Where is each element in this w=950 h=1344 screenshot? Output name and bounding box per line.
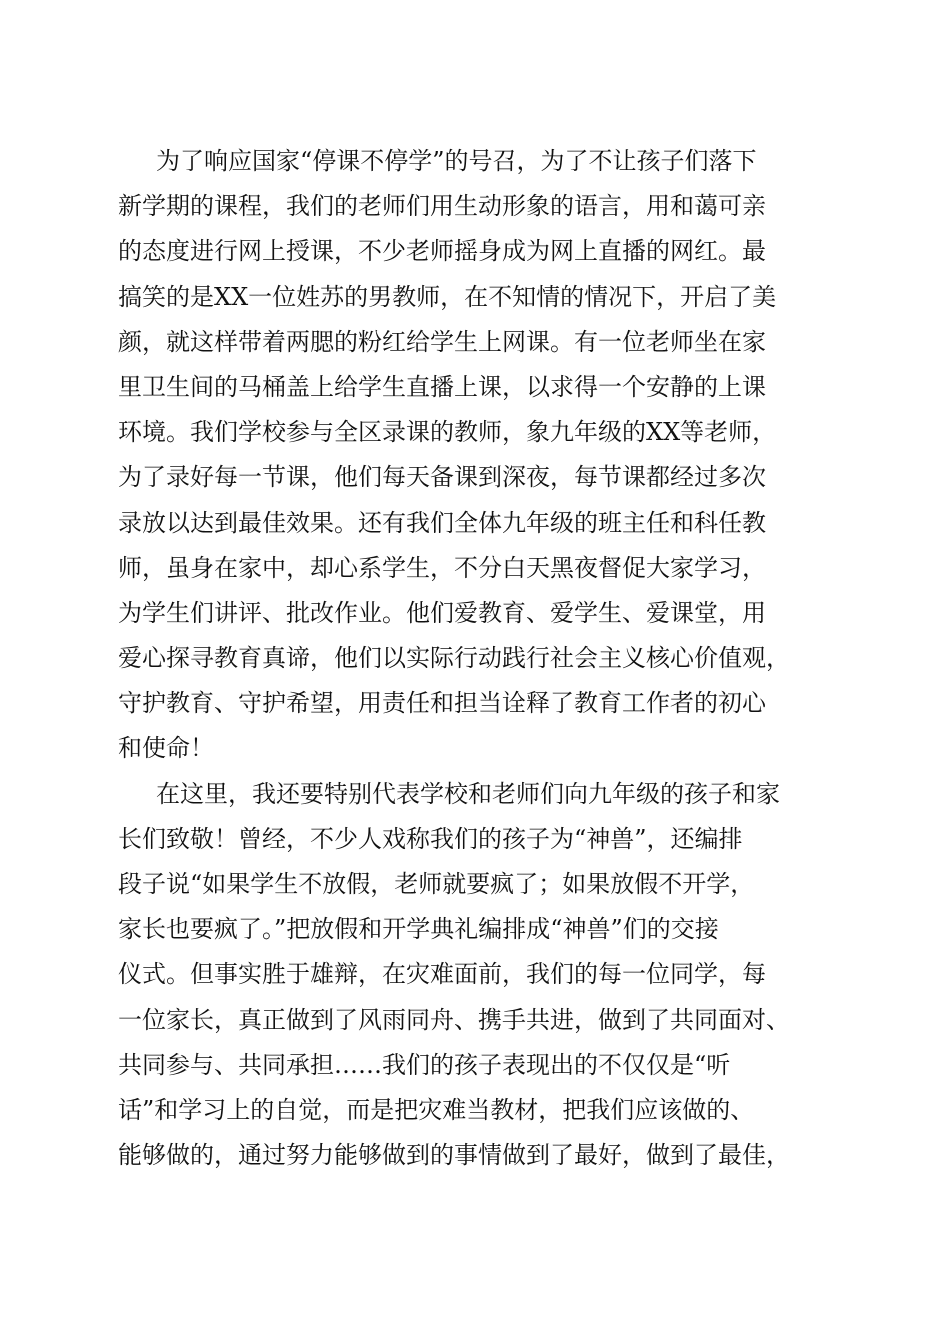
paragraph-line: 能够做的，通过努力能够做到的事情做到了最好，做到了最佳， [118,1141,790,1170]
paragraph-1 [118,139,858,772]
paragraph-line: 颜，就这样带着两腮的粉红给学生上网课。有一位老师坐在家 [118,327,766,356]
paragraph-line: 在这里，我还要特别代表学校和老师们向九年级的孩子和家 [156,779,780,808]
paragraph-line: 环境。我们学校参与全区录课的教师，象九年级的XX等老师， [118,418,777,447]
paragraph-line: 一位家长，真正做到了风雨同舟、携手共进，做到了共同面对、 [118,1005,790,1034]
paragraph-line: 为学生们讲评、批改作业。他们爱教育、爱学生、爱课堂，用 [118,598,766,627]
paragraph-line: 录放以达到最佳效果。还有我们全体九年级的班主任和科任教 [118,508,766,537]
paragraph-line: 家长也要疯了。”把放假和开学典礼编排成“神兽”们的交接 [118,915,719,944]
paragraph-line: 守护教育、守护希望，用责任和担当诠释了教育工作者的初心 [118,689,766,718]
paragraph-line: 新学期的课程，我们的老师们用生动形象的语言，用和蔼可亲 [118,192,766,221]
paragraph-line: 的态度进行网上授课，不少老师摇身成为网上直播的网红。最 [118,237,766,266]
paragraph-line: 仪式。但事实胜于雄辩，在灾难面前，我们的每一位同学，每 [118,960,766,989]
paragraph-line: 共同参与、共同承担……我们的孩子表现出的不仅仅是“听 [118,1050,731,1079]
paragraph-line: 爱心探寻教育真谛，他们以实际行动践行社会主义核心价值观， [118,644,790,673]
paragraph-line: 里卫生间的马桶盖上给学生直播上课，以求得一个安静的上课 [118,372,766,401]
paragraph-line: 段子说“如果学生不放假，老师就要疯了；如果放假不开学， [118,870,755,898]
paragraph-line: 为了录好每一节课，他们每天备课到深夜，每节课都经过多次 [118,463,766,492]
paragraph-line: 师，虽身在家中，却心系学生，不分白天黑夜督促大家学习， [118,553,766,582]
paragraph-line: 长们致敬！曾经，不少人戏称我们的孩子为“神兽”，还编排 [118,824,743,853]
paragraph-line: 搞笑的是XX一位姓苏的男教师，在不知情的情况下，开启了美 [118,282,777,311]
paragraph-line: 话”和学习上的自觉，而是把灾难当教材，把我们应该做的、 [118,1095,755,1124]
document-body [118,139,858,1178]
paragraph-line: 和使命！ [118,734,214,763]
paragraph-2 [118,772,858,1179]
paragraph-line: 为了响应国家“停课不停学”的号召，为了不让孩子们落下 [156,147,757,175]
